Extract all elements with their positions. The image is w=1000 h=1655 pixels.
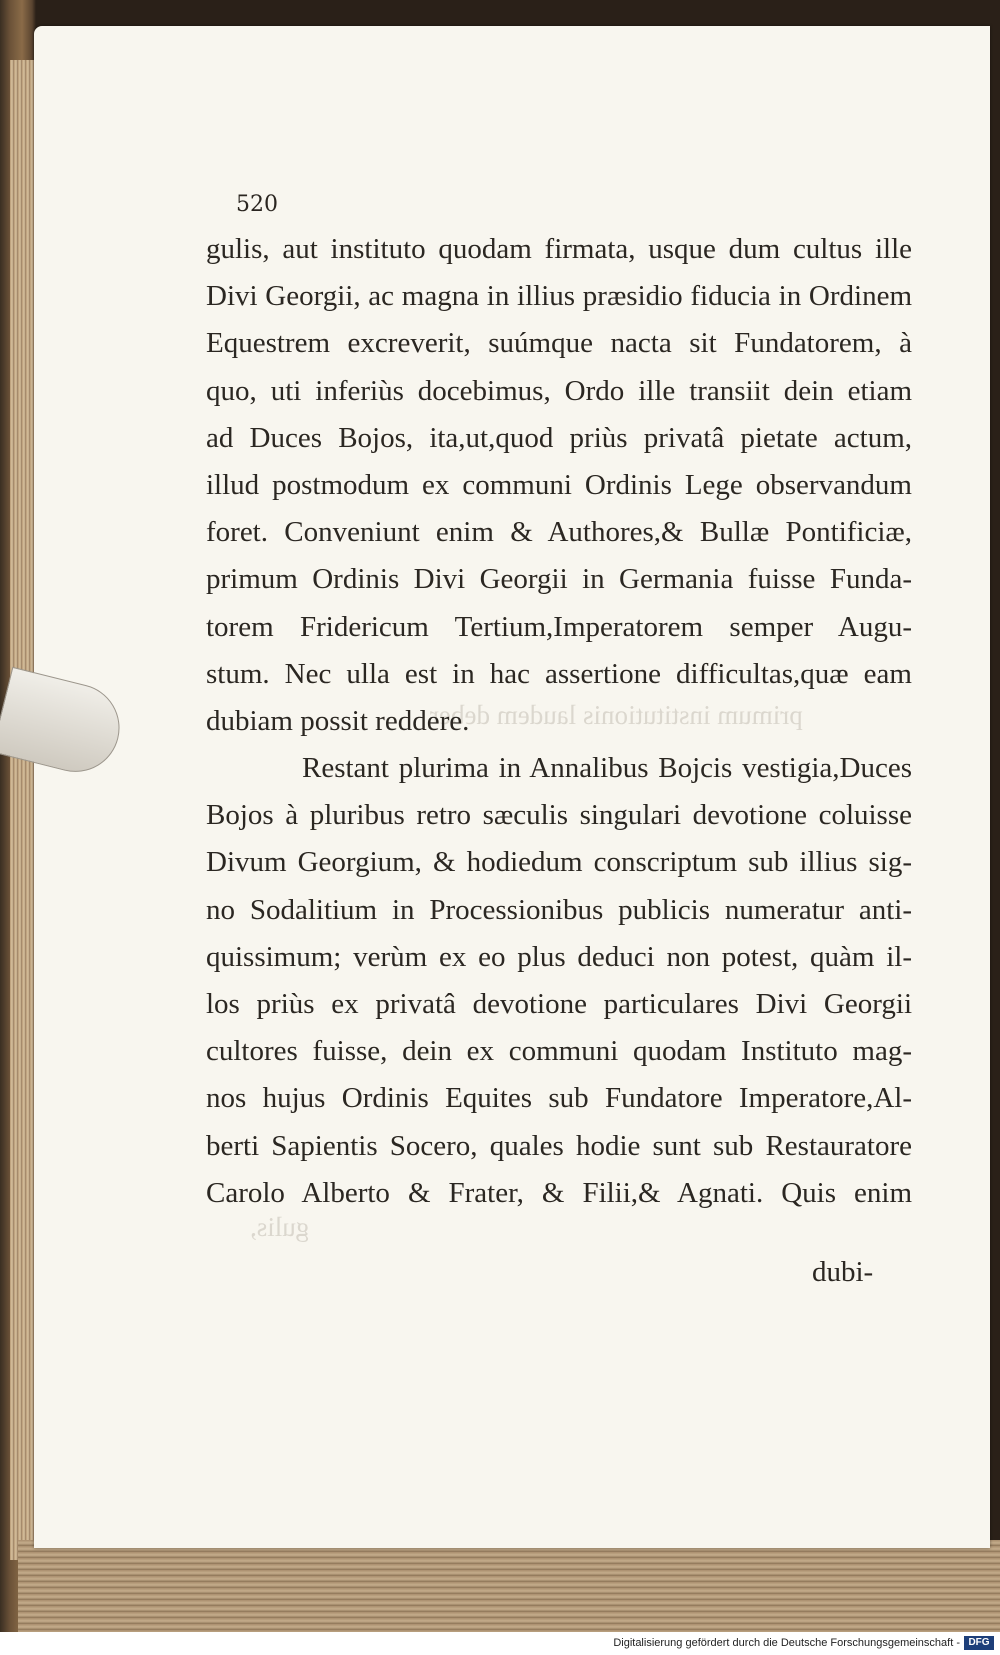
text-line: ad Duces Bojos, ita,ut,quod priùs privatâ pietate actum,	[206, 421, 912, 454]
page-stack-left-edge	[10, 60, 36, 1560]
text-line: Restant plurima in Annalibus Bojcis vestigia,Duces	[302, 752, 912, 785]
text-line: primum Ordinis Divi Georgii in Germania fuisse Funda-	[206, 563, 912, 596]
text-line: Equestrem excreverit, suúmque nacta sit Fundatorem, à	[206, 327, 912, 360]
dfg-logo: DFG	[964, 1636, 994, 1650]
funding-credit: Digitalisierung gefördert durch die Deutsche Forschungsgemeinschaft -	[613, 1637, 960, 1649]
page-number: 520	[236, 192, 278, 217]
text-line: foret. Conveniunt enim & Authores,& Bullæ Pontificiæ,	[206, 516, 912, 549]
body-text	[206, 226, 912, 1217]
text-line: quissimum; verùm ex eo plus deduci non potest, quàm il-	[206, 940, 912, 973]
page-stack-bottom-edge	[18, 1540, 1000, 1632]
text-line: berti Sapientis Socero, quales hodie sunt sub Restauratore	[206, 1129, 912, 1162]
text-line: illud postmodum ex communi Ordinis Lege observandum	[206, 468, 912, 501]
text-line: stum. Nec ulla est in hac assertione difficultas,quæ eam	[206, 657, 912, 690]
text-line: Bojos à pluribus retro sæculis singulari devotione coluisse	[206, 799, 912, 832]
text-line: Divi Georgii, ac magna in illius præsidio fiducia in Ordinem	[206, 280, 912, 313]
text-line: Carolo Alberto & Frater, & Filii,& Agnati. Quis enim	[206, 1176, 912, 1209]
catchword: dubi-	[812, 1256, 874, 1288]
text-line: gulis, aut instituto quodam firmata, usque dum cultus ille	[206, 233, 912, 265]
text-line: dubiam possit reddere.	[206, 704, 470, 737]
text-line: cultores fuisse, dein ex communi quodam Instituto mag-	[206, 1035, 912, 1068]
show-through-text: primum institutionis laudem deber	[430, 700, 803, 730]
text-line: los priùs ex privatâ devotione particulares Divi Georgii	[206, 988, 912, 1020]
text-line: nos hujus Ordinis Equites sub Fundatore Imperatore,Al-	[206, 1082, 912, 1115]
show-through-text: gulis,	[250, 1212, 310, 1242]
text-line: Divum Georgium, & hodiedum conscriptum sub illius sig-	[206, 846, 912, 879]
text-line: no Sodalitium in Processionibus publicis numeratur anti-	[206, 893, 912, 926]
text-line: quo, uti inferiùs docebimus, Ordo ille transiit dein etiam	[206, 374, 912, 407]
text-line: torem Fridericum Tertium,Imperatorem semper Augu-	[206, 610, 912, 643]
